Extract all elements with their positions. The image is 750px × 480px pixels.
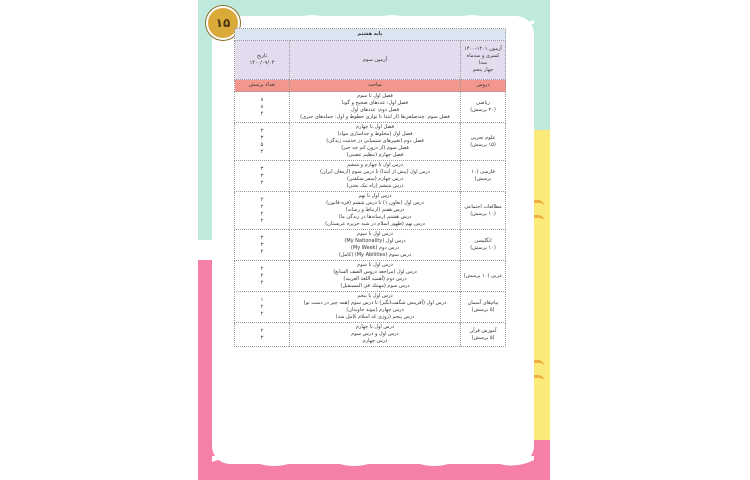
count-cell [235, 261, 290, 292]
header-count: تعداد پرسش [235, 80, 290, 92]
exam-title-line: چهار پنجم [472, 67, 494, 73]
subject-cell-line: فارسی (۱۰ پرسش) [471, 169, 495, 182]
count-cell-line: ۳ [260, 334, 264, 341]
topics-cell-line: فصل اول تا چهارم [355, 124, 395, 130]
topics-cell-line: درس اول تا چهارم و ششم [347, 162, 403, 168]
table-row [235, 92, 506, 123]
topics-cell [290, 292, 461, 323]
topics-cell-line: فصل سوم: چندضلعی‌ها (از ابتدا تا توازی خطوط و اول: جمله‌های جبری) [300, 114, 450, 120]
topics-cell-line: درس اول تا چهارم [355, 324, 395, 330]
date-value: ۱۴۰۰/۰۹/۰۴ [249, 60, 275, 66]
document-page [198, 0, 550, 480]
topics-cell-line: درس اول تا سوم [357, 262, 393, 268]
count-cell-line: ۲ [260, 210, 264, 217]
topics-cell-line: فصل دوم: عددهای اول [350, 107, 400, 113]
subject-cell-line: (۲۰ پرسش) [470, 107, 496, 113]
table-row [235, 292, 506, 323]
table-row [235, 192, 506, 230]
subject-cell-line: (۵ پرسش) [471, 334, 495, 341]
count-cell-line: ۲ [260, 203, 264, 210]
subject-cell-line: (۱۰ پرسش) [470, 210, 496, 217]
subject-cell-line: مطالعات اجتماعی [464, 203, 502, 210]
header-row [235, 80, 506, 92]
topics-cell-line: درس چهارم (سفر شکفتن) [346, 176, 404, 182]
topics-cell-line: درس هشتم (رسانه‌ها در زندگی ما) [338, 214, 412, 220]
grade-title: پایه هشتم [235, 29, 506, 41]
topics-cell [290, 92, 461, 123]
subject-cell [461, 161, 506, 192]
topics-cell-line: درس سوم (مهنتك في المستقبل) [340, 283, 410, 289]
topics-cell [290, 161, 461, 192]
subject-cell-line: انگلیسی [474, 238, 492, 244]
subject-cell-line: آموزش قرآن [469, 327, 497, 334]
count-cell-line: ۴ [260, 272, 264, 279]
subject-cell-line: علوم تجربی [470, 134, 496, 141]
subject-cell [461, 292, 506, 323]
count-cell-line: ۴ [260, 279, 264, 286]
count-cell [235, 230, 290, 261]
count-cell-line: ۴ [260, 110, 264, 117]
topics-cell-line: فصل سوم (از درون اتم چه خبر) [341, 145, 409, 151]
grade-row [235, 29, 506, 41]
subject-cell-line: ریاضی [476, 100, 490, 106]
subject-cell [461, 123, 506, 161]
topics-cell-line: فصل دوم (تغییرهای شیمیایی در خدمت زندگی) [326, 138, 424, 144]
header-topics: مباحث [290, 80, 461, 92]
count-cell-line: ۴ [260, 248, 264, 255]
topics-cell-line: درس اول و درس سوم [351, 331, 399, 337]
subject-cell [461, 192, 506, 230]
table-row [235, 323, 506, 347]
count-cell [235, 123, 290, 161]
count-cell-line: ۳ [260, 165, 264, 172]
topics-cell [290, 123, 461, 161]
table-row [235, 161, 506, 192]
count-cell-line: ۸ [260, 96, 264, 103]
count-cell-line: ۳ [260, 172, 264, 179]
count-cell [235, 161, 290, 192]
count-cell [235, 323, 290, 347]
subject-cell-line: عربی (۱۰ پرسش) [463, 272, 503, 279]
count-cell [235, 92, 290, 123]
count-cell-line: ۱ [260, 296, 264, 303]
table-row [235, 230, 506, 261]
count-cell-line: ۲ [260, 217, 264, 224]
subject-cell-line: پیام‌های آسمان [467, 300, 499, 306]
topics-cell [290, 323, 461, 347]
exam-title-line: کسری و سه‌ماه سه‌ا [466, 53, 500, 66]
exam-title-cell [461, 41, 506, 80]
topics-cell-line: فصل اول (مخلوط و جداسازی مواد) [337, 131, 413, 137]
subject-cell [461, 92, 506, 123]
count-cell-line: ۲ [260, 303, 264, 310]
header-subject: دروس [461, 80, 506, 92]
count-cell-line: ۲ [260, 265, 264, 272]
count-cell-line: ۳ [260, 234, 264, 241]
count-cell-line: ۸ [260, 103, 264, 110]
count-cell-line: ۵ [260, 141, 264, 148]
count-cell [235, 192, 290, 230]
count-cell-line: ۴ [260, 179, 264, 186]
table-row [235, 123, 506, 161]
topics-cell [290, 230, 461, 261]
wave-border-bottom [212, 456, 534, 470]
topics-cell-line: فصل اول: عددهای صحیح و گویا [342, 100, 408, 106]
topics-cell-line: درس پنجم (روزی که اسلام کامل شد) [335, 314, 415, 320]
topics-cell-line: درس اول تا سوم [357, 231, 393, 237]
topics-cell-line: درس هفتم (ارتباط و رسانه) [345, 207, 405, 213]
topics-cell-line: درس چهارم (پیوند جاویدان) [346, 307, 404, 313]
topics-cell-line: درس اول تا پنجم [357, 293, 393, 299]
topics-cell [290, 192, 461, 230]
subject-cell-line: (۵ پرسش) [471, 307, 495, 313]
topics-cell-line: درس اول (آفرینش شگفت‌انگیز) تا درس سوم (همه چیز در دست تو) [303, 300, 447, 306]
subject-cell-line: (۱۵ پرسش) [470, 141, 496, 148]
topics-cell-line: درس اول (مراجعة دروس الصف السابع) [333, 269, 417, 275]
table-body [235, 92, 506, 347]
topics-cell-line: درس نهم (ظهور اسلام در شبه جزیره عربستان) [325, 221, 425, 227]
exam-name: آزمون سوم [290, 41, 461, 80]
exam-title-line: آزمون ۱۴۰۱-۱۴۰۰ [464, 46, 502, 52]
count-cell-line: ۴ [260, 148, 264, 155]
count-cell-line: ۲ [260, 310, 264, 317]
topics-cell-line: درس دوم (My Week) [350, 245, 400, 251]
page-number: ۱۵ [215, 16, 231, 30]
count-cell-line: ۳ [260, 134, 264, 141]
topics-cell-line: درس اول (My Nationality) [344, 238, 406, 244]
topics-cell-line: درس چهارم [362, 338, 388, 344]
topics-cell-line: درس اول تا نهم [358, 193, 392, 199]
topics-cell [290, 261, 461, 292]
topics-cell-line: درس دوم (أهمية اللغة العربية) [343, 276, 407, 282]
date-cell [235, 41, 290, 80]
date-label: تاریخ [257, 53, 267, 59]
subject-cell [461, 230, 506, 261]
topics-cell-line: درس اول (پیش از ابتدا) تا درس سوم (ارمغان ایران) [320, 169, 430, 175]
table-row [235, 261, 506, 292]
topics-cell-line: درس اول (تعاون ۱) تا درس ششم (قره قانون) [326, 200, 424, 206]
topics-cell-line: درس سوم (My Abilities) (کامل) [338, 252, 412, 258]
count-cell-line: ۳ [260, 127, 264, 134]
topics-cell-line: درس ششم (راه نیک بختی) [346, 183, 404, 189]
count-cell-line: ۴ [260, 196, 264, 203]
exam-schedule-table [234, 28, 506, 347]
subject-cell-line: (۱۰ پرسش) [470, 245, 496, 251]
topics-cell-line: فصل اول تا سوم [357, 93, 393, 99]
count-cell-line: ۲ [260, 327, 264, 334]
count-cell [235, 292, 290, 323]
count-cell-line: ۳ [260, 241, 264, 248]
subject-cell [461, 261, 506, 292]
info-row [235, 41, 506, 80]
subject-cell [461, 323, 506, 347]
topics-cell-line: فصل چهارم (تنظیم عصبی) [346, 152, 404, 158]
